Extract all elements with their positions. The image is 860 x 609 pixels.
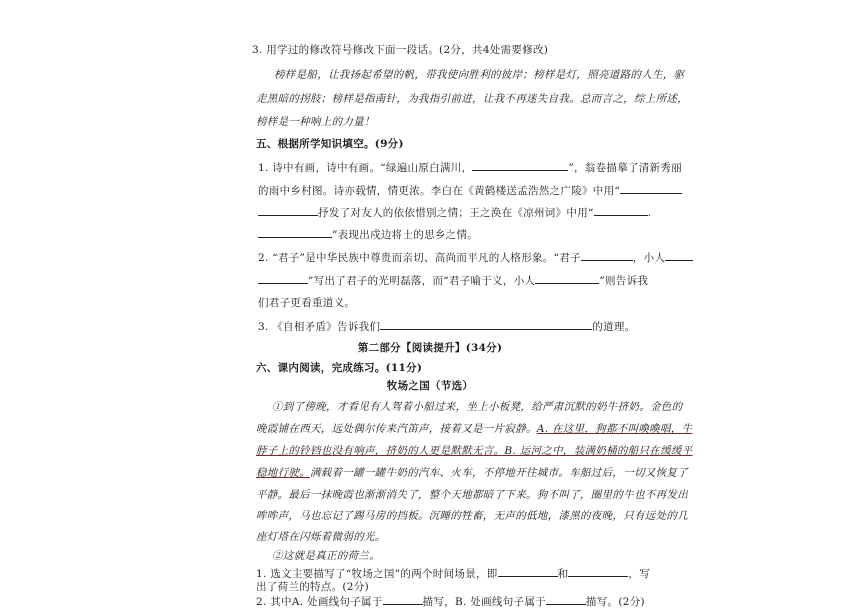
item1-text-a: 1. 诗中有画，诗中有画。“绿遍山原白满川， — [258, 162, 473, 174]
fill-blank[interactable] — [535, 273, 599, 284]
fill-blank[interactable] — [546, 594, 586, 605]
fill-blank[interactable] — [258, 227, 332, 238]
section5-title: 五、根据所学知识填空。(9分) — [256, 138, 404, 150]
section5-item1-line-3 — [258, 205, 651, 220]
item1-text-d: 抒发了对友人的依依惜别之情；王之涣在《凉州词》中用“ — [318, 207, 594, 219]
item2-text-d: ”则告诉我 — [599, 275, 649, 287]
section5-item2-line-1 — [258, 250, 693, 265]
section5-item2-line-3: 们君子更看重道义。 — [258, 297, 356, 309]
q1-text-b: 和 — [557, 568, 569, 580]
q1-text-c: ，写 — [628, 568, 651, 580]
fill-blank[interactable] — [472, 160, 568, 171]
section5-item1-line-2 — [258, 183, 682, 198]
section5-item3 — [258, 319, 635, 334]
section5-item2-line-2 — [258, 273, 648, 288]
section6-q1-line-1 — [256, 566, 650, 581]
section5-item1-line-1 — [258, 160, 682, 175]
fill-blank[interactable] — [380, 319, 592, 330]
q3-passage-line-1: 榜样是船，让我扬起希望的帆，带我使向胜利的彼岸；榜样是灯，照亮道路的人生，驱 — [274, 69, 685, 81]
underlined-sentence-a: A. 在这里，狗都不叫喚喚唱，牛 — [536, 423, 693, 435]
section6-q2 — [256, 594, 645, 609]
passage-title: 牧场之国（节选） — [386, 380, 474, 392]
q1-text-a: 1. 选文主要描写了“牧场之国”的两个时间场景，即 — [256, 568, 498, 580]
item1-text-f: ”表现出戍边将士的思乡之情。 — [332, 229, 479, 241]
q3-passage-line-3: 榜样是一种响上的力量！ — [256, 116, 375, 128]
item1-text-c: 的雨中乡村图。诗亦载情，情更浓。李白在《黄鹤楼送孟浩然之广陵》中用“ — [258, 185, 621, 197]
fill-blank[interactable] — [620, 183, 682, 194]
fill-blank[interactable] — [665, 250, 693, 261]
fill-blank[interactable] — [383, 594, 423, 605]
fill-blank[interactable] — [581, 250, 633, 261]
q2-text-b: 描写，B. 处画线句子属于 — [422, 596, 546, 608]
passage-line-4 — [256, 466, 688, 480]
item1-text-b: ”，翁卷描摹了清新秀丽 — [568, 162, 682, 174]
section6-title: 六、课内阅读，完成练习。(11分) — [256, 362, 423, 374]
item3-text-b: 的道理。 — [592, 321, 636, 333]
passage-line-7: 座灯塔在闪烁着微弱的光。 — [256, 531, 386, 543]
fill-blank[interactable] — [594, 205, 648, 216]
item2-text-c: ”写出了君子的光明磊落，而“君子喻于义，小人 — [308, 275, 536, 287]
section5-item1-line-4 — [258, 227, 478, 242]
q3-passage-line-2: 走黑暗的拐肢；榜样是指南针，为我指引前进，让我不再迷失自我。总而言之，综上所述， — [256, 93, 688, 105]
item1-text-e: . — [647, 207, 652, 219]
passage-line-8: ②这就是真正的荷兰。 — [272, 550, 380, 562]
item2-text-b: ，小人 — [632, 252, 666, 264]
fill-blank[interactable] — [258, 205, 318, 216]
q2-text-a: 2. 其中A. 处画线句子属于 — [256, 596, 383, 608]
passage-text: 晚霞铺在西天，远处偶尔传来汽笛声，接着又是一片寂静。 — [256, 423, 537, 435]
fill-blank[interactable] — [498, 566, 558, 577]
section6-q1-line-2: 出了荷兰的特点。(2分) — [256, 581, 369, 593]
item3-text-a: 3. 《自相矛盾》告诉我们 — [258, 321, 381, 333]
q3-title: 3. 用学过的修改符号修改下面一段话。(2分，共4处需要修改) — [252, 44, 549, 56]
passage-line-5: 平静。最后一抹晚霞也渐渐消失了，整个天地都暗了下来。狗不叫了，圈里的牛也不再发出 — [256, 489, 688, 501]
passage-line-6: 哞哞声，马也忘记了踢马房的挡板。沉睡的牲畜，无声的低地，漆黑的夜晚，只有远处的几 — [256, 510, 688, 522]
passage-line-3: 脖子上的铃铛也没有响声，挤奶的人更是默默无言。B. 运河之中，装满奶桶的船只在缓缓平 — [256, 445, 693, 457]
underlined-sentence-b: 稳地行驶。 — [256, 467, 310, 479]
passage-line-2 — [256, 422, 692, 436]
fill-blank[interactable] — [258, 273, 308, 284]
passage-line-1: ①到了傍晚，才看见有人驾着小船过来，坐上小板凳，给严肃沉默的奶牛挤奶。金色的 — [272, 401, 683, 413]
q2-text-c: 描写。(2分) — [585, 596, 645, 608]
fill-blank[interactable] — [568, 566, 628, 577]
passage-text: 满载着一罐一罐牛奶的汽车、火车，不停地开往城市。车船过后，一切又恢复了 — [310, 467, 688, 479]
item2-text-a: 2. “君子”是中华民族中尊贵而亲切、高尚而平凡的人格形象。“君子 — [258, 252, 581, 264]
part2-title: 第二部分【阅读提升】(34分) — [357, 342, 503, 354]
